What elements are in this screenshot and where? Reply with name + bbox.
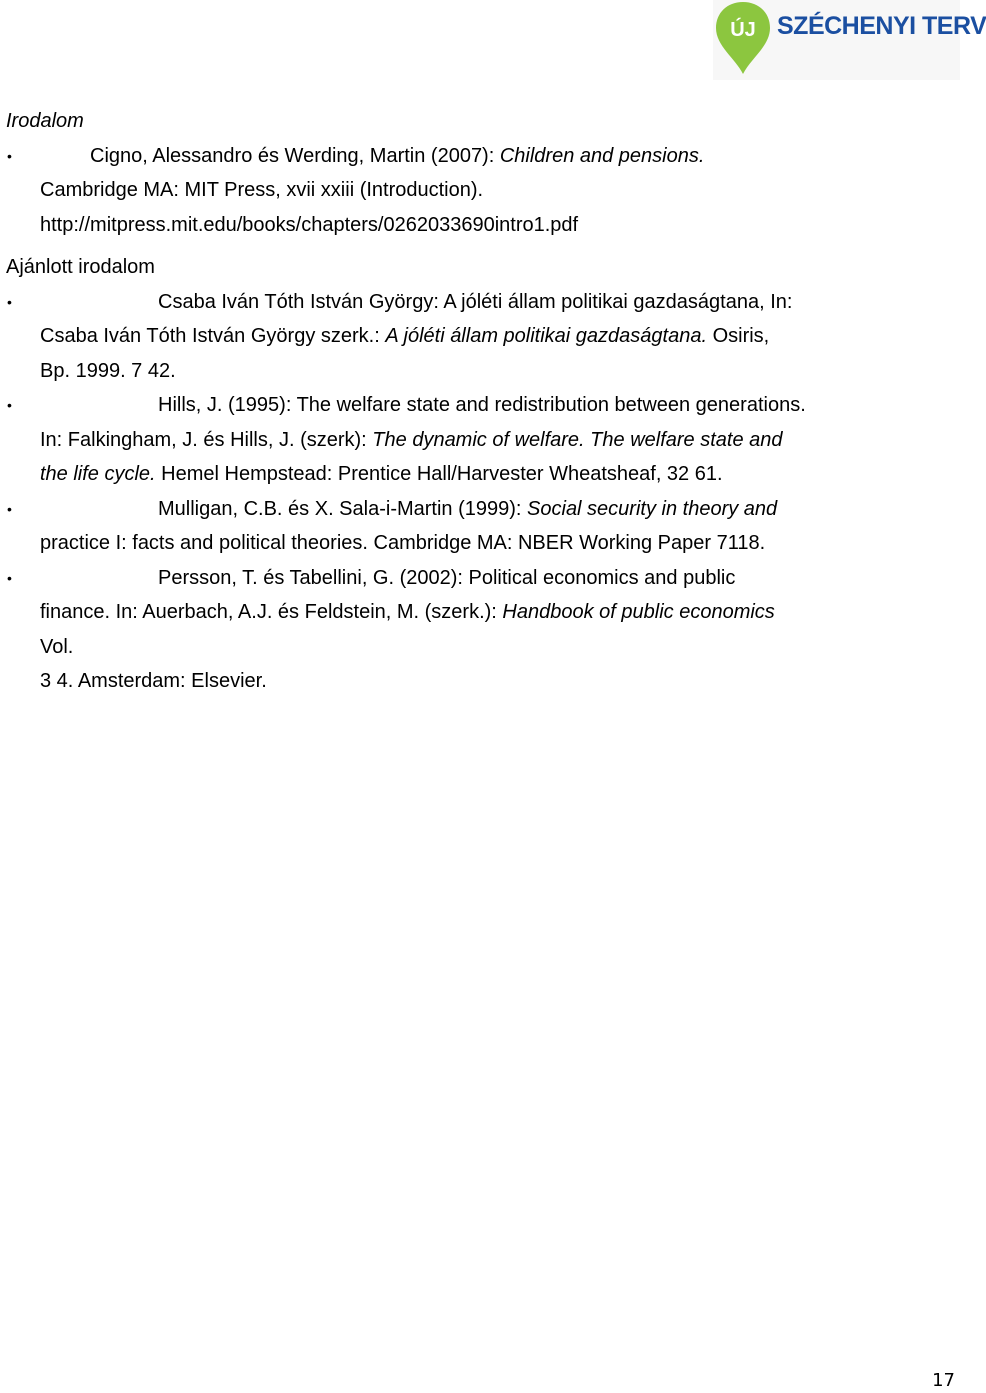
ref-text: Bp. 1999. 7 42. [40,359,176,382]
ref-text: Hills, J. (1995): The welfare state and redistribution between generations. [158,394,806,416]
ref-text: 3 4. Amsterdam: Elsevier. [40,670,267,692]
logo-text: SZÉCHENYI TERV [777,12,986,40]
ref-text: Mulligan, C.B. és X. Sala-i-Martin (1999): [158,497,528,520]
ref-title: Handbook of public economics [502,601,775,623]
bullet-icon: • [7,569,12,586]
map-pin-icon [713,0,773,76]
reference-csaba [0,285,960,389]
section-title-irodalom: Irodalom [6,110,84,132]
ref-text: Hemel Hempstead: Prentice Hall/Harvester Wheatsheaf, 32 61. [155,463,723,485]
ref-text: Osiris, [707,325,770,347]
reference-persson [0,561,960,699]
ref-text: practice I: facts and political theories. Cambridge MA: NBER Working Paper 7118. [40,532,766,554]
ref-title: The dynamic of welfare. The welfare state and [372,428,783,451]
bullet-icon: • [7,397,12,413]
ref-link[interactable]: http://mitpress.mit.edu/books/chapters/0262033690intro1.pdf [40,213,579,236]
ref-text: In: Falkingham, J. és Hills, J. (szerk): [40,428,373,451]
szechenyi-terv-logo [713,0,986,80]
ref-text: Vol. [40,635,74,658]
ref-text: Csaba Iván Tóth István György: A jóléti állam politikai gazdaságtana, In: [158,290,793,313]
reference-cigno [0,139,960,243]
section-title-ajanlott: Ajánlott irodalom [6,256,155,278]
ref-text: Cigno, Alessandro és Werding, Martin (2007): [90,144,500,167]
ref-text: Cambridge MA: MIT Press, xvii xxiii (Introduction). [40,179,484,201]
bullet-icon: • [7,293,12,310]
ref-title: the life cycle. [40,463,156,485]
ref-title: Children and pensions. [499,144,705,167]
bullet-icon: • [7,147,12,164]
reference-mulligan [0,492,960,561]
ref-title: Social security in theory and [527,497,778,520]
logo-badge-text: ÚJ [730,19,756,41]
ref-text: finance. In: Auerbach, A.J. és Feldstein, M. (szerk.): [40,601,503,623]
bullet-icon: • [7,500,12,517]
page-number: 17 [932,1370,955,1391]
document-body [0,104,960,699]
ref-title: A jóléti állam politikai gazdaságtana. [385,325,708,347]
ref-text: Persson, T. és Tabellini, G. (2002): Political economics and public [158,566,736,589]
ref-text: Csaba Iván Tóth István György szerk.: [40,325,386,347]
reference-hills [0,388,960,492]
